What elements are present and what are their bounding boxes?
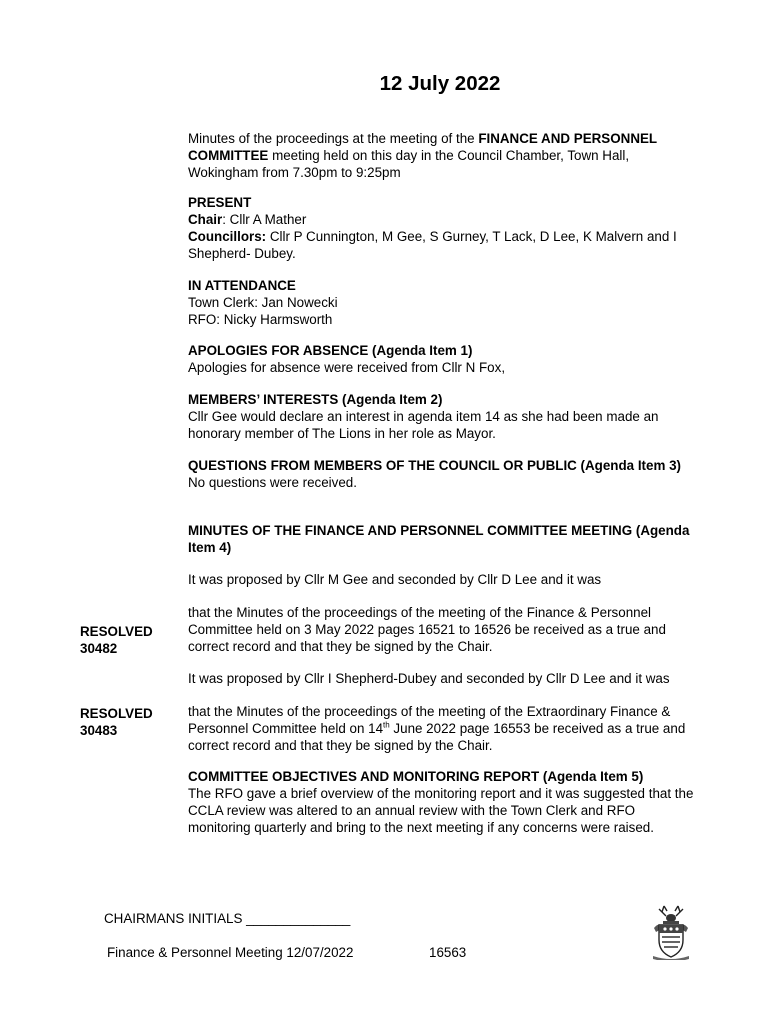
proposal-1-text: It was proposed by Cllr M Gee and seconded by Cllr D Lee and it was: [188, 572, 602, 587]
resolved-1-word: RESOLVED: [80, 624, 153, 639]
objectives-heading: COMMITTEE OBJECTIVES AND MONITORING REPORT (Agenda Item 5): [188, 769, 644, 784]
chairmans-initials: CHAIRMANS INITIALS ______________: [104, 911, 351, 926]
intro-text-end: meeting held on this day in the Council Chamber, Town Hall, Wokingham from 7.30pm to 9:25pm: [188, 148, 630, 180]
interests-text: Cllr Gee would declare an interest in agenda item 14 as she had been made an honorary member of The Lions in her role as Mayor.: [188, 409, 659, 441]
present-section: [188, 194, 694, 262]
town-crest-icon: [650, 902, 692, 960]
committee-name: FINANCE AND PERSONNEL COMMITTEE: [188, 131, 657, 163]
resolution-2-text-end: June 2022 page 16553 be received as a true and correct record and that they be signed by the Chair.: [188, 721, 686, 753]
interests-heading: MEMBERS’ INTERESTS (Agenda Item 2): [188, 392, 443, 407]
questions-heading: QUESTIONS FROM MEMBERS OF THE COUNCIL OR PUBLIC (Agenda Item 3): [188, 458, 681, 473]
page-number: 16563: [429, 945, 467, 960]
attendance-section: [188, 277, 694, 328]
resolved-1-number: 30482: [80, 641, 118, 656]
apologies-section: [188, 342, 694, 376]
chair-value: : Cllr A Mather: [222, 212, 307, 227]
apologies-text: Apologies for absence were received from Cllr N Fox,: [188, 360, 506, 375]
attendance-heading: IN ATTENDANCE: [188, 278, 296, 293]
councillors-value: Cllr P Cunnington, M Gee, S Gurney, T Lack, D Lee, K Malvern and I Shepherd- Dubey.: [188, 229, 677, 261]
footer-meeting-ref: Finance & Personnel Meeting 12/07/2022: [107, 945, 354, 960]
apologies-heading: APOLOGIES FOR ABSENCE (Agenda Item 1): [188, 343, 473, 358]
minutes-heading: MINUTES OF THE FINANCE AND PERSONNEL COMMITTEE MEETING (Agenda Item 4): [188, 523, 690, 555]
questions-section: [188, 457, 694, 491]
proposal-2-text: It was proposed by Cllr I Shepherd-Dubey and seconded by Cllr D Lee and it was: [188, 671, 670, 686]
interests-section: [188, 391, 694, 442]
resolution-2-text: that the Minutes of the proceedings of the meeting of the Extraordinary Finance & Personnel Committee held on 14: [188, 704, 671, 736]
page-title: 12 July 2022: [379, 72, 501, 95]
attendance-rfo: RFO: Nicky Harmsworth: [188, 312, 333, 327]
resolution-1: [188, 604, 694, 655]
present-heading: PRESENT: [188, 195, 252, 210]
proposal-1: [188, 571, 694, 588]
questions-text: No questions were received.: [188, 475, 357, 490]
resolution-2: [188, 703, 694, 754]
resolution-1-text: that the Minutes of the proceedings of the meeting of the Finance & Personnel Committee held on 3 May 2022 pages 16521 to 16526 be received as a true and correct record and that they be signed by the Chair.: [188, 605, 666, 654]
attendance-clerk: Town Clerk: Jan Nowecki: [188, 295, 338, 310]
councillors-label: Councillors:: [188, 229, 267, 244]
resolved-2-word: RESOLVED: [80, 706, 153, 721]
resolved-1-label: [80, 623, 180, 657]
minutes-section: [188, 522, 694, 556]
resolved-2-number: 30483: [80, 723, 118, 738]
resolved-2-label: [80, 705, 180, 739]
ordinal-suffix: th: [383, 720, 390, 730]
objectives-section: [188, 768, 694, 836]
chair-label: Chair: [188, 212, 223, 227]
intro-text: Minutes of the proceedings at the meeting of the: [188, 131, 479, 146]
proposal-2: [188, 670, 694, 687]
intro-paragraph: [188, 130, 694, 181]
objectives-text: The RFO gave a brief overview of the monitoring report and it was suggested that the CCLA review was altered to an annual review with the Town Clerk and RFO monitoring quarterly and bring to the next meeting if any concerns were raised.: [188, 786, 694, 835]
